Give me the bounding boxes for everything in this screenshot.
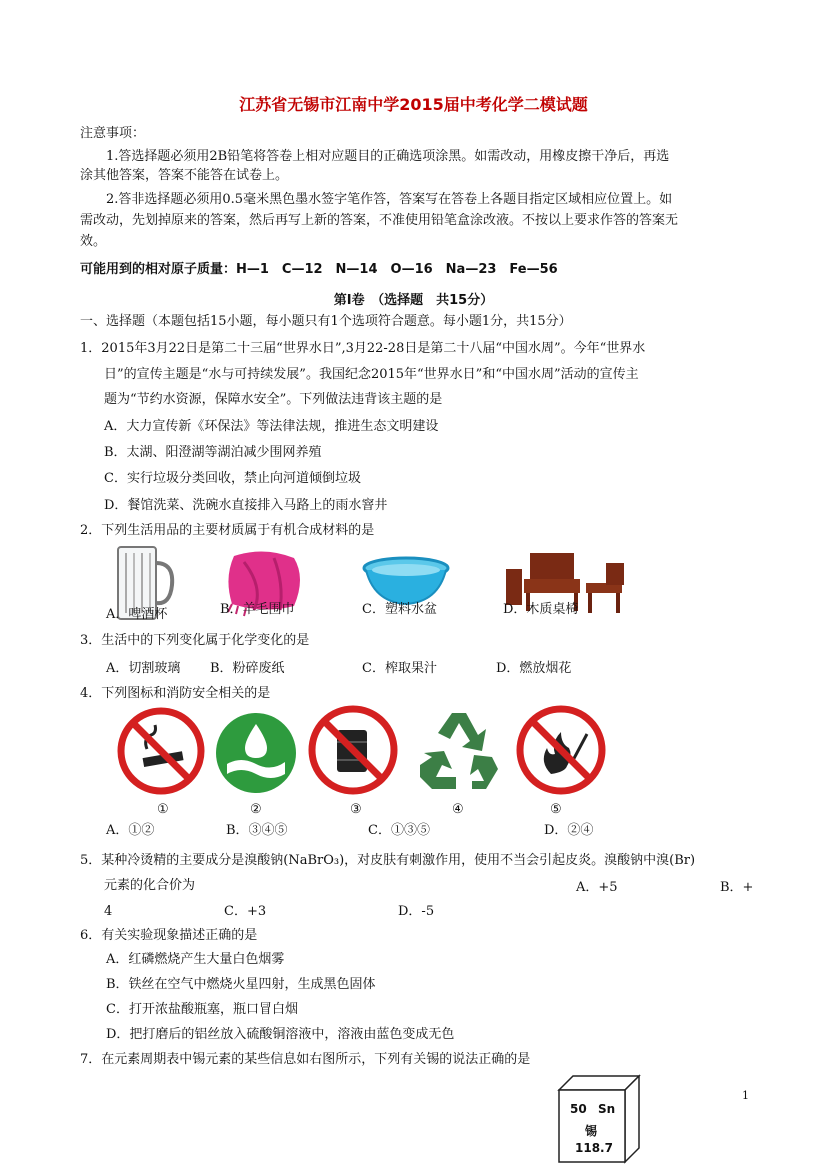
q4-label-1: ① bbox=[157, 802, 169, 817]
q5-option-d: D．-5 bbox=[398, 904, 435, 919]
q4-option-b: B．③④⑤ bbox=[226, 823, 288, 838]
q4-option-a: A．①② bbox=[106, 823, 155, 838]
notice-item2-line3: 效。 bbox=[80, 234, 107, 249]
q2-option-d: D．木质桌椅 bbox=[503, 602, 579, 617]
q3-option-b: B．粉碎废纸 bbox=[210, 661, 285, 676]
q5-option-a: A．+5 bbox=[576, 880, 618, 895]
q4-option-d: D．②④ bbox=[544, 823, 594, 838]
q2-option-b: B．羊毛围巾 bbox=[220, 602, 295, 617]
tin-atomic-number: 50 bbox=[570, 1102, 587, 1116]
q1-option-a: A．大力宣传新《环保法》等法律法规，推进生态文明建设 bbox=[104, 419, 439, 434]
q2-option-a: A．啤酒杯 bbox=[106, 607, 168, 622]
q4-stem: 4．下列图标和消防安全相关的是 bbox=[80, 686, 271, 701]
q4-label-3: ③ bbox=[350, 802, 362, 817]
q6-stem: 6．有关实验现象描述正确的是 bbox=[80, 928, 258, 943]
notice-heading: 注意事项： bbox=[80, 126, 146, 141]
q5-option-c: C．+3 bbox=[224, 904, 267, 919]
recycle-sign-icon bbox=[412, 707, 506, 795]
q4-label-5: ⑤ bbox=[550, 802, 562, 817]
q3-stem: 3．生活中的下列变化属于化学变化的是 bbox=[80, 633, 310, 648]
q1-option-c: C．实行垃圾分类回收，禁止向河道倾倒垃圾 bbox=[104, 471, 361, 486]
q2-stem: 2．下列生活用品的主要材质属于有机合成材料的是 bbox=[80, 523, 375, 538]
q4-option-c: C．①③⑤ bbox=[368, 823, 430, 838]
q5-stem-line2: 元素的化合价为 bbox=[104, 878, 196, 893]
q2-option-c: C．塑料水盆 bbox=[362, 602, 437, 617]
section-title: 第Ⅰ卷 （选择题 共15分） bbox=[333, 293, 494, 308]
q1-option-b: B．太湖、阳澄湖等湖泊减少围网养殖 bbox=[104, 445, 322, 460]
q3-option-c: C．榨取果汁 bbox=[362, 661, 437, 676]
tin-name: 锡 bbox=[585, 1124, 598, 1138]
tin-atomic-mass: 118.7 bbox=[575, 1141, 613, 1155]
document-title: 江苏省无锡市江南中学2015届中考化学二模试题 bbox=[239, 95, 588, 114]
q5-option-b-cont: 4 bbox=[104, 904, 113, 919]
water-saving-sign-icon bbox=[215, 712, 297, 794]
part-one-heading: 一、选择题（本题包括15小题，每小题只有1个选项符合题意。每小题1分，共15分） bbox=[80, 314, 572, 329]
q3-option-d: D．燃放烟花 bbox=[496, 661, 572, 676]
notice-item2-line2: 需改动，先划掉原来的答案，然后再写上新的答案，不准使用铅笔盒涂改液。不按以上要求作答的答案无 bbox=[80, 213, 679, 228]
q6-option-a: A．红磷燃烧产生大量白色烟雾 bbox=[106, 952, 285, 967]
no-open-flame-sign-icon bbox=[515, 704, 607, 796]
q3-option-a: A．切割玻璃 bbox=[106, 661, 181, 676]
atomic-masses: 可能用到的相对原子质量：H—1 C—12 N—14 O—16 Na—23 Fe—56 bbox=[80, 262, 558, 277]
q5-stem-line1: 5．某种冷烫精的主要成分是溴酸钠(NaBrO₃)，对皮肤有刺激作用，使用不当会引起皮炎。溴酸钠中溴(Br) bbox=[80, 853, 696, 868]
notice-item2-line1: 2.答非选择题必须用0.5毫米黑色墨水签字笔作答，答案写在答卷上各题目指定区域相应位置上。如 bbox=[106, 192, 673, 207]
no-smoking-sign-icon bbox=[117, 707, 205, 795]
q1-stem-line1: 1．2015年3月22日是第二十三届“世界水日”,3月22-28日是第二十八届“中国水周”。今年“世界水 bbox=[80, 341, 646, 356]
no-flammable-barrel-sign-icon bbox=[307, 704, 399, 796]
q1-stem-line2: 日”的宣传主题是“水与可持续发展”。我国纪念2015年“世界水日”和“中国水周”活动的宣传主 bbox=[104, 367, 639, 382]
q4-label-4: ④ bbox=[452, 802, 464, 817]
q5-option-b: B．+ bbox=[720, 880, 754, 895]
q6-option-d: D．把打磨后的铝丝放入硫酸铜溶液中，溶液由蓝色变成无色 bbox=[106, 1027, 455, 1042]
q4-label-2: ② bbox=[250, 802, 262, 817]
tin-symbol: Sn bbox=[598, 1102, 616, 1116]
q7-stem: 7．在元素周期表中锡元素的某些信息如右图所示，下列有关锡的说法正确的是 bbox=[80, 1052, 531, 1067]
notice-item1-line2: 涂其他答案，答案不能答在试卷上。 bbox=[80, 168, 289, 183]
q6-option-b: B．铁丝在空气中燃烧火星四射，生成黑色固体 bbox=[106, 977, 376, 992]
page-number: 1 bbox=[742, 1089, 749, 1102]
q1-stem-line3: 题为“节约水资源，保障水安全”。下列做法违背该主题的是 bbox=[104, 392, 443, 407]
q1-option-d: D．餐馆洗菜、洗碗水直接排入马路上的雨水窨井 bbox=[104, 498, 388, 513]
q6-option-c: C．打开浓盐酸瓶塞，瓶口冒白烟 bbox=[106, 1002, 298, 1017]
notice-item1-line1: 1.答选择题必须用2B铅笔将答卷上相对应题目的正确选项涂黑。如需改动，用橡皮擦干净后，再选 bbox=[106, 149, 670, 164]
